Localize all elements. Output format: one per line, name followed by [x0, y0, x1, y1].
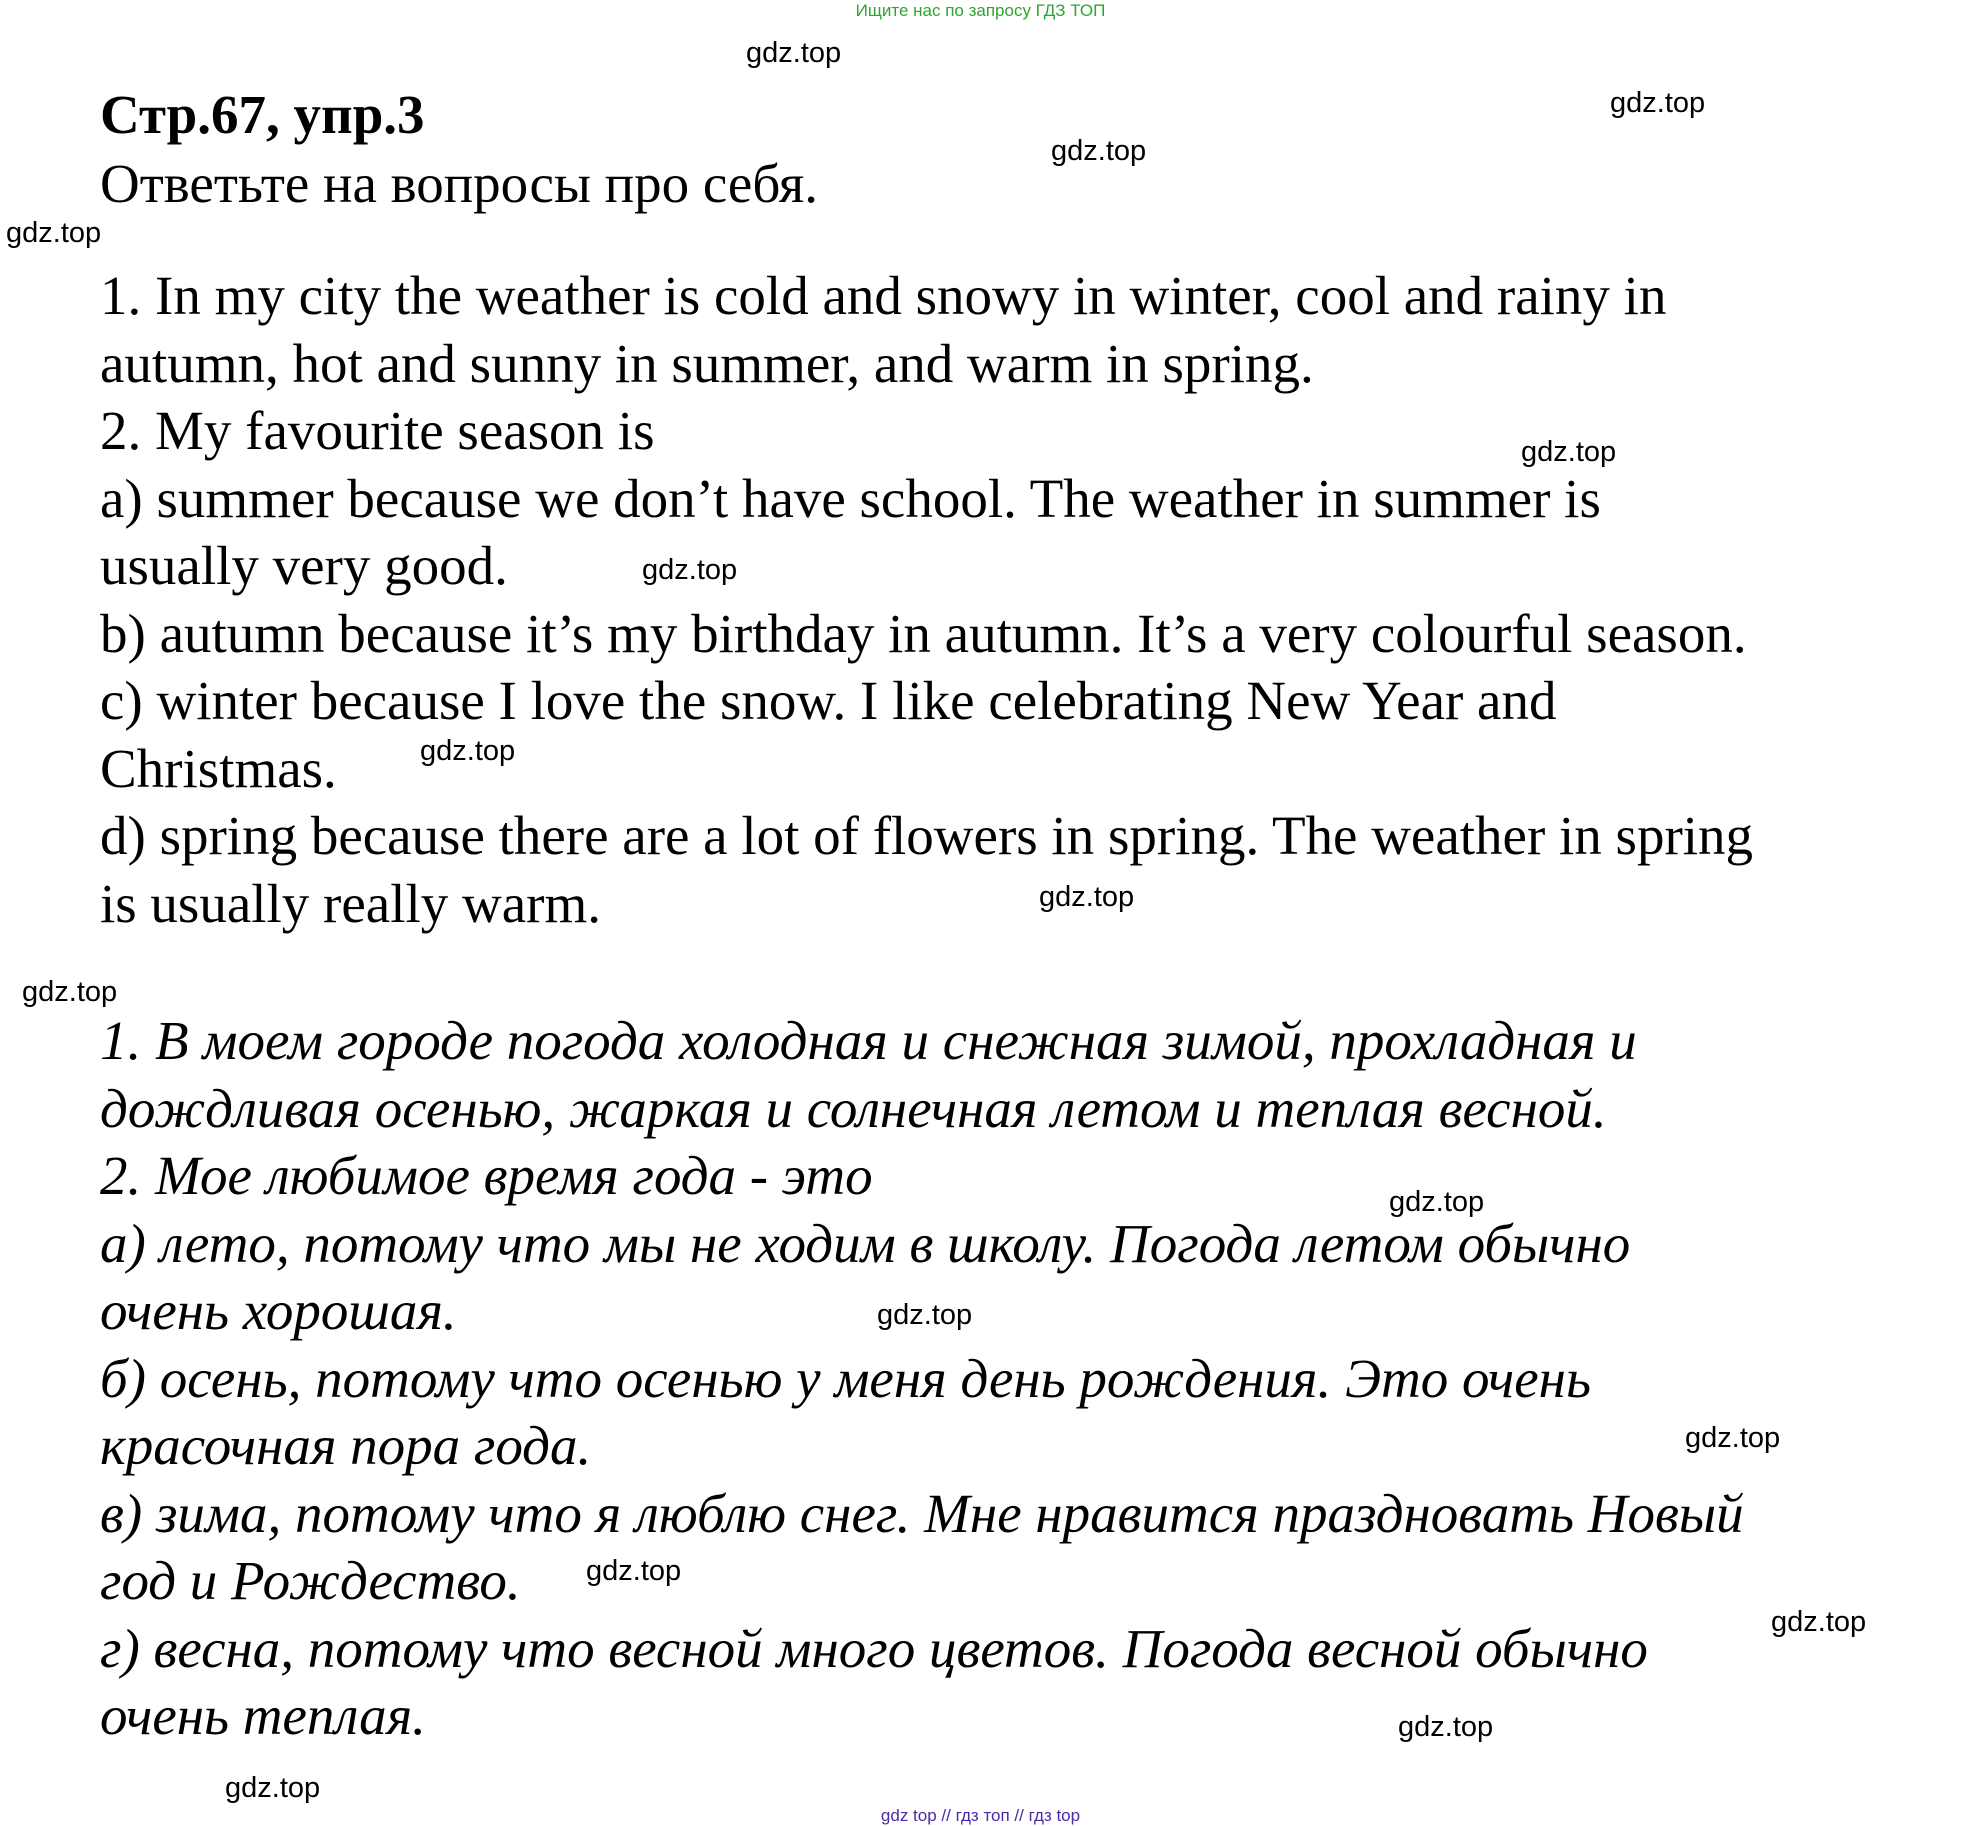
watermark: gdz.top: [1398, 1711, 1494, 1743]
translation-line: г) весна, потому что весной много цветов. Погода весной обычно: [100, 1617, 1648, 1679]
answers-russian-translation: [100, 1007, 1900, 1750]
translation-line: красочная пора года.: [100, 1415, 592, 1476]
translation-line: в) зима, потому что я люблю снег. Мне нравится праздновать Новый: [100, 1482, 1744, 1544]
answer-line: a) summer because we don’t have school. The weather in summer is: [100, 467, 1601, 529]
answers-english: [100, 262, 1900, 937]
translation-line: год и Рождество.: [100, 1550, 521, 1611]
watermark: gdz.top: [1051, 135, 1147, 167]
answer-line: 1. In my city the weather is cold and snowy in winter, cool and rainy in: [100, 265, 1667, 326]
answer-line: is usually really warm.: [100, 872, 601, 934]
watermark: gdz.top: [1521, 436, 1617, 468]
watermark: gdz.top: [1389, 1186, 1485, 1218]
watermark: gdz.top: [1771, 1606, 1867, 1638]
translation-line: очень теплая.: [100, 1685, 426, 1746]
watermark: gdz.top: [420, 735, 516, 767]
translation-line: б) осень, потому что осенью у меня день рождения. Это очень: [100, 1347, 1591, 1409]
answer-line: Christmas.: [100, 737, 337, 799]
answer-line: usually very good.: [100, 535, 508, 596]
watermark: gdz.top: [6, 217, 102, 249]
translation-line: 1. В моем городе погода холодная и снежная зимой, прохладная и: [100, 1010, 1637, 1071]
translation-line: 2. Мое любимое время года - это: [100, 1145, 873, 1206]
translation-line: очень хорошая.: [100, 1280, 457, 1341]
watermark: gdz.top: [877, 1299, 973, 1331]
answer-line: d) spring because there are a lot of flowers in spring. The weather in spring: [100, 805, 1754, 866]
answer-line: autumn, hot and sunny in summer, and warm in spring.: [100, 332, 1314, 394]
top-banner: Ищите нас по запросу ГДЗ ТОП: [855, 1, 1106, 20]
watermark: gdz.top: [642, 554, 738, 586]
watermark: gdz.top: [1039, 881, 1135, 913]
answer-line: 2. My favourite season is: [100, 400, 655, 461]
watermark: gdz.top: [586, 1555, 682, 1587]
watermark: gdz.top: [1610, 87, 1706, 119]
page-title: Стр.67, упр.3: [100, 84, 425, 145]
answer-line: b) autumn because it’s my birthday in autumn. It’s a very colourful season.: [100, 602, 1747, 664]
watermark: gdz.top: [22, 976, 118, 1008]
watermark: gdz.top: [1685, 1422, 1781, 1454]
watermark: gdz.top: [225, 1772, 321, 1804]
footer-watermark: gdz top // гдз топ // гдз top: [880, 1806, 1081, 1825]
watermark: gdz.top: [746, 37, 842, 69]
instruction-text: Ответьте на вопросы про себя.: [100, 153, 818, 214]
translation-line: а) лето, потому что мы не ходим в школу. Погода летом обычно: [100, 1212, 1631, 1274]
translation-line: дождливая осенью, жаркая и солнечная летом и теплая весной.: [100, 1077, 1607, 1139]
answer-line: c) winter because I love the snow. I like celebrating New Year and: [100, 670, 1557, 731]
